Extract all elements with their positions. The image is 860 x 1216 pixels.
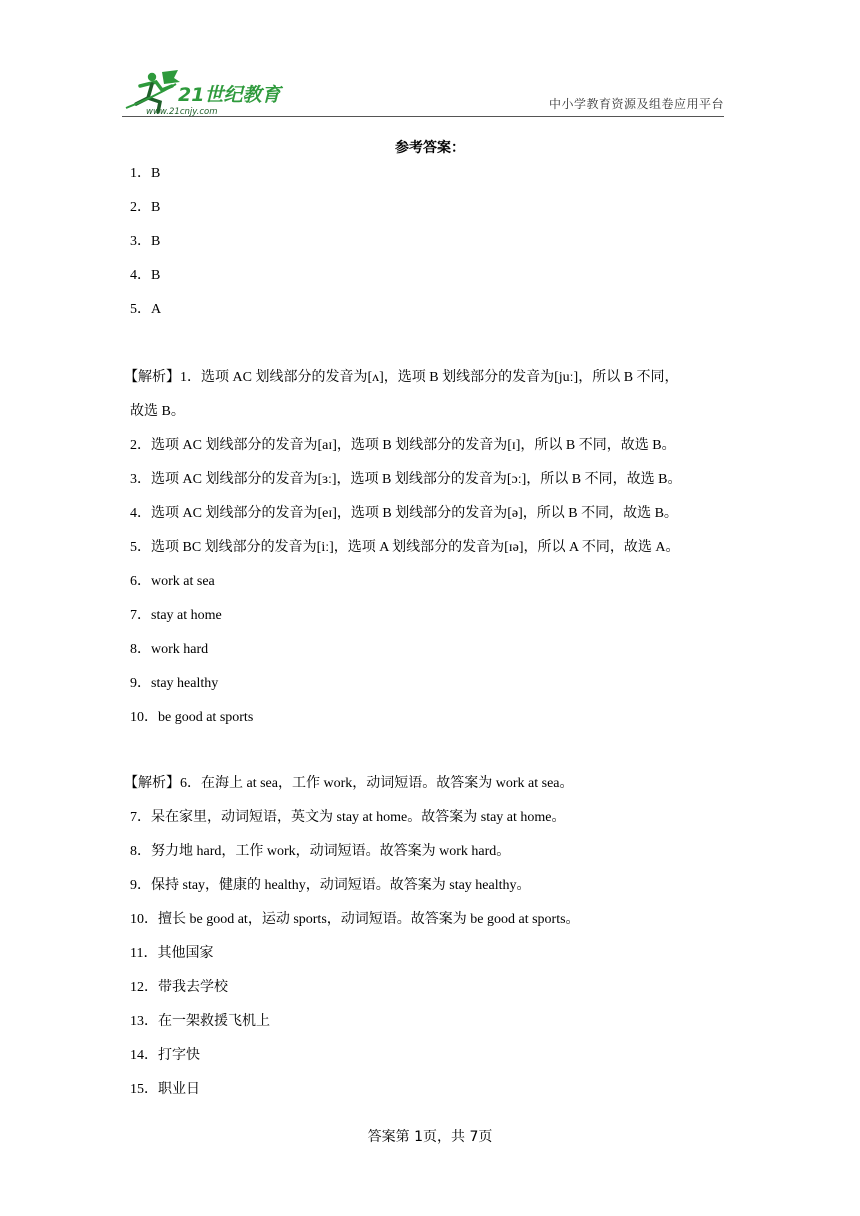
page-header <box>122 64 724 117</box>
answer-line: 8．work hard <box>130 642 209 657</box>
answer-line: 15．职业日 <box>130 1082 200 1097</box>
answer-line: 2．B <box>130 200 161 215</box>
answer-line: 13．在一架救援飞机上 <box>130 1014 270 1029</box>
answer-line: 6．work at sea <box>130 574 215 589</box>
logo-text: 21世纪教育 <box>178 84 281 106</box>
platform-name: 中小学教育资源及组卷应用平台 <box>548 97 724 111</box>
answer-line: 11．其他国家 <box>130 946 214 961</box>
analysis-line: 5．选项 BC 划线部分的发音为[iː]，选项 A 划线部分的发音为[ɪə]，所以 A 不同，故选 A。 <box>130 540 680 555</box>
analysis-line: 9．保持 stay，健康的 healthy，动词短语。故答案为 stay healthy。 <box>130 878 531 893</box>
answer-line: 7．stay at home <box>130 608 222 623</box>
analysis-line: 10．擅长 be good at，运动 sports，动词短语。故答案为 be good at sports。 <box>130 912 580 927</box>
analysis-line: 【解析】6．在海上 at sea，工作 work，动词短语。故答案为 work at sea。 <box>124 776 574 791</box>
answer-line: 5．A <box>130 302 162 317</box>
answer-line: 3．B <box>130 234 161 249</box>
answer-line: 9．stay healthy <box>130 676 219 691</box>
answer-line: 1．B <box>130 166 161 181</box>
page-footer: 答案第 1页，共 7页 <box>367 1129 493 1145</box>
answer-line: 14．打字快 <box>130 1048 200 1063</box>
analysis-line: 故选 B。 <box>130 404 185 419</box>
logo-21cnjy <box>122 68 292 116</box>
analysis-line: 3．选项 AC 划线部分的发音为[ɜː]，选项 B 划线部分的发音为[ɔː]，所以 B 不同，故选 B。 <box>130 472 682 487</box>
answer-line: 4．B <box>130 268 161 283</box>
answer-line: 12．带我去学校 <box>130 980 228 995</box>
analysis-line: 4．选项 AC 划线部分的发音为[eɪ]，选项 B 划线部分的发音为[ə]，所以 B 不同，故选 B。 <box>130 506 678 521</box>
analysis-line: 7．呆在家里，动词短语，英文为 stay at home。故答案为 stay at home。 <box>130 810 566 825</box>
answer-line: 10．be good at sports <box>130 710 254 725</box>
analysis-line: 2．选项 AC 划线部分的发音为[aɪ]，选项 B 划线部分的发音为[ɪ]，所以 B 不同，故选 B。 <box>130 438 676 453</box>
page-title: 参考答案： <box>395 140 465 156</box>
analysis-line: 8．努力地 hard，工作 work，动词短语。故答案为 work hard。 <box>130 844 511 859</box>
logo-url: www.21cnjy.com <box>146 107 218 116</box>
analysis-line: 【解析】1．选项 AC 划线部分的发音为[ʌ]，选项 B 划线部分的发音为[juː]，所以 B 不同， <box>124 370 679 385</box>
